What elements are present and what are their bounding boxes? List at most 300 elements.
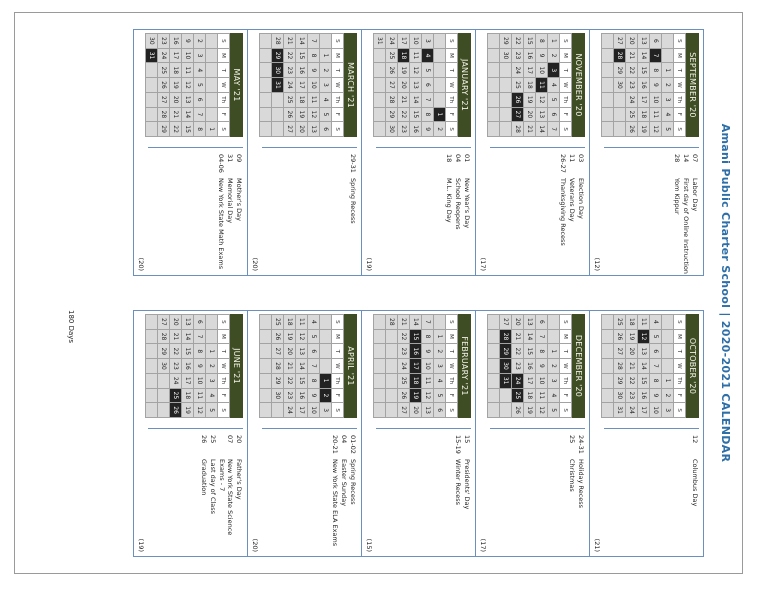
event-item	[568, 154, 576, 278]
event-item	[463, 435, 471, 559]
day-cell: 6	[536, 315, 548, 330]
weekday-label: T	[560, 344, 572, 359]
day-cell: 22	[284, 48, 296, 63]
day-cell	[434, 48, 446, 63]
day-cell: 28	[386, 315, 398, 330]
school-day-count: (20)	[137, 257, 145, 271]
day-cell	[662, 359, 674, 374]
day-cell: 22	[626, 373, 638, 388]
day-cell	[386, 359, 398, 374]
day-cell: 15	[296, 48, 308, 63]
event-text: Presidents' Day	[463, 459, 471, 510]
day-cell: 29	[272, 373, 284, 388]
day-cell: 16	[524, 48, 536, 63]
day-cell: 20	[398, 78, 410, 93]
school-day-count: (19)	[365, 257, 373, 271]
day-cell: 31	[374, 34, 386, 49]
day-cell: 10	[422, 359, 434, 374]
day-cell: 26	[284, 107, 296, 122]
weekday-label: Th	[218, 92, 230, 107]
day-cell: 7	[194, 107, 206, 122]
day-cell: 28	[500, 329, 512, 344]
weekday-label: F	[446, 107, 458, 122]
day-cell	[488, 403, 500, 418]
day-cell: 20	[512, 315, 524, 330]
day-cell: 19	[284, 329, 296, 344]
day-cell: 26	[386, 63, 398, 78]
day-cell: 19	[170, 78, 182, 93]
day-cell: 8	[650, 373, 662, 388]
month-calendar	[601, 33, 699, 137]
day-cell: 28	[272, 34, 284, 49]
event-date: 07	[226, 435, 234, 444]
day-cell: 11	[422, 373, 434, 388]
event-text: Yom Kippur	[673, 178, 681, 215]
day-cell: 29	[386, 107, 398, 122]
day-cell: 2	[434, 122, 446, 137]
day-cell: 28	[386, 92, 398, 107]
day-cell: 13	[536, 107, 548, 122]
day-cell: 27	[158, 315, 170, 330]
day-cell: 4	[650, 315, 662, 330]
school-day-count: (19)	[137, 538, 145, 552]
rotated-calendar-sheet	[15, 13, 742, 573]
day-cell	[374, 373, 386, 388]
day-cell	[500, 78, 512, 93]
day-cell: 26	[512, 92, 524, 107]
day-cell	[602, 107, 614, 122]
weekday-label: Th	[560, 373, 572, 388]
day-cell	[500, 92, 512, 107]
weekday-label: T	[560, 63, 572, 78]
day-cell	[602, 48, 614, 63]
day-cell: 12	[422, 388, 434, 403]
day-cell: 4	[206, 388, 218, 403]
day-cell: 5	[320, 107, 332, 122]
day-cell: 1	[320, 48, 332, 63]
day-cell: 1	[206, 122, 218, 137]
day-cell: 12	[638, 329, 650, 344]
day-cell	[386, 344, 398, 359]
day-cell: 12	[296, 329, 308, 344]
day-cell: 25	[626, 107, 638, 122]
day-cell	[386, 329, 398, 344]
day-cell: 5	[662, 122, 674, 137]
day-cell: 4	[194, 63, 206, 78]
day-cell	[374, 315, 386, 330]
day-cell: 31	[146, 48, 158, 63]
event-date: 20-21	[331, 435, 339, 454]
day-cell	[602, 78, 614, 93]
day-cell: 12	[650, 122, 662, 137]
day-cell: 13	[422, 403, 434, 418]
event-date: 07	[691, 154, 699, 163]
day-cell	[374, 78, 386, 93]
day-cell	[158, 388, 170, 403]
event-item	[577, 435, 585, 559]
day-cell	[602, 403, 614, 418]
event-list	[604, 147, 699, 278]
event-list	[148, 428, 243, 559]
school-day-count: (20)	[251, 538, 259, 552]
day-cell	[500, 122, 512, 137]
day-cell: 6	[434, 403, 446, 418]
day-cell: 9	[422, 122, 434, 137]
day-cell: 6	[548, 107, 560, 122]
day-cell: 2	[320, 63, 332, 78]
day-cell: 8	[536, 344, 548, 359]
day-cell: 11	[308, 92, 320, 107]
event-list	[376, 428, 471, 559]
event-item	[217, 154, 225, 278]
day-cell: 17	[170, 48, 182, 63]
day-cell	[374, 122, 386, 137]
month-header: OCTOBER '20	[686, 314, 699, 418]
day-cell	[146, 373, 158, 388]
day-cell: 28	[272, 359, 284, 374]
event-item	[226, 154, 234, 278]
weekday-label: W	[674, 359, 686, 374]
day-cell	[662, 315, 674, 330]
day-cell: 7	[422, 315, 434, 330]
weekday-label: T	[332, 63, 344, 78]
day-cell: 26	[272, 329, 284, 344]
day-cell: 10	[536, 63, 548, 78]
day-cell: 20	[626, 34, 638, 49]
day-cell: 25	[512, 388, 524, 403]
event-date: 26-27	[559, 154, 567, 173]
calendar-title: Amani Public Charter School | 2020-2021 CALENDAR	[719, 123, 732, 463]
day-cell	[272, 403, 284, 418]
weekday-label: Th	[332, 92, 344, 107]
day-cell	[260, 344, 272, 359]
weekday-label: S	[218, 122, 230, 137]
event-text: Spring Recess	[349, 178, 357, 224]
day-cell: 10	[308, 78, 320, 93]
day-cell: 17	[296, 403, 308, 418]
day-cell: 18	[524, 388, 536, 403]
day-cell: 24	[626, 403, 638, 418]
day-cell: 23	[626, 388, 638, 403]
weekday-label: S	[560, 34, 572, 49]
day-cell: 22	[170, 122, 182, 137]
weekday-label: S	[218, 34, 230, 49]
event-list	[604, 428, 699, 559]
day-cell: 13	[638, 34, 650, 49]
day-cell: 25	[272, 315, 284, 330]
day-cell	[320, 315, 332, 330]
day-cell: 23	[398, 344, 410, 359]
event-text: Winter Recess	[454, 459, 462, 506]
day-cell	[146, 388, 158, 403]
event-date: 11	[568, 154, 576, 163]
day-cell: 11	[194, 388, 206, 403]
day-cell: 3	[422, 34, 434, 49]
day-cell: 13	[296, 344, 308, 359]
weekday-label: T	[218, 63, 230, 78]
day-cell: 21	[284, 34, 296, 49]
month-block	[133, 310, 248, 557]
event-text: Christmas	[568, 459, 576, 492]
day-cell: 4	[662, 107, 674, 122]
month-block	[476, 29, 590, 276]
day-cell	[602, 92, 614, 107]
day-cell: 10	[650, 92, 662, 107]
event-item	[235, 154, 243, 278]
day-cell: 20	[626, 344, 638, 359]
day-grid	[145, 314, 230, 418]
weekday-label: T	[446, 344, 458, 359]
event-item	[568, 435, 576, 559]
day-cell: 14	[182, 329, 194, 344]
day-cell: 15	[524, 34, 536, 49]
event-date: 01	[463, 154, 471, 163]
day-cell: 14	[296, 359, 308, 374]
weekday-label: F	[218, 107, 230, 122]
day-cell: 7	[536, 329, 548, 344]
day-cell	[146, 92, 158, 107]
event-text: Labor Day	[691, 178, 699, 212]
month-block	[590, 310, 704, 557]
day-cell: 8	[194, 122, 206, 137]
day-cell: 21	[170, 107, 182, 122]
day-cell: 7	[650, 359, 662, 374]
day-cell: 9	[536, 359, 548, 374]
month-header: SEPTEMBER '20	[686, 33, 699, 137]
day-cell: 17	[182, 373, 194, 388]
day-cell	[146, 107, 158, 122]
weekday-label: M	[560, 48, 572, 63]
day-cell: 21	[170, 329, 182, 344]
month-header: MAY '21	[230, 33, 243, 137]
weekday-label: S	[446, 315, 458, 330]
day-cell	[488, 359, 500, 374]
weekday-label: Th	[218, 373, 230, 388]
day-cell: 13	[410, 78, 422, 93]
day-cell: 10	[410, 34, 422, 49]
month-block	[476, 310, 590, 557]
day-cell: 7	[308, 359, 320, 374]
day-cell: 17	[524, 373, 536, 388]
weekday-label: W	[218, 359, 230, 374]
weekday-label: S	[560, 403, 572, 418]
day-cell: 10	[308, 403, 320, 418]
event-date: 01-02	[349, 435, 357, 454]
month-block	[362, 310, 476, 557]
day-cell: 27	[614, 34, 626, 49]
day-cell: 13	[182, 92, 194, 107]
weekday-label: W	[446, 359, 458, 374]
day-cell	[488, 315, 500, 330]
month-calendar	[373, 33, 471, 137]
day-cell	[500, 63, 512, 78]
day-cell: 23	[512, 48, 524, 63]
month-header: JANUARY '21	[458, 33, 471, 137]
day-cell: 25	[398, 373, 410, 388]
day-cell: 21	[626, 48, 638, 63]
day-cell: 16	[638, 388, 650, 403]
day-cell: 10	[536, 373, 548, 388]
event-text: First day of Online Instruction	[682, 178, 690, 274]
day-cell: 2	[320, 388, 332, 403]
day-cell: 15	[410, 107, 422, 122]
day-cell	[374, 48, 386, 63]
day-cell: 14	[296, 34, 308, 49]
school-day-count: (21)	[593, 538, 601, 552]
event-text: Columbus Day	[691, 459, 699, 507]
day-cell: 3	[320, 403, 332, 418]
weekday-label: S	[218, 403, 230, 418]
weekday-label: F	[332, 107, 344, 122]
day-cell	[158, 403, 170, 418]
day-cell	[374, 107, 386, 122]
event-text: Veterans Day	[568, 178, 576, 222]
event-date: 31	[226, 154, 234, 163]
day-cell	[374, 63, 386, 78]
weekday-label: M	[674, 48, 686, 63]
day-cell	[206, 107, 218, 122]
day-cell: 15	[638, 63, 650, 78]
day-cell	[374, 92, 386, 107]
day-cell: 1	[548, 344, 560, 359]
event-text: New York State Math Exams	[217, 178, 225, 270]
day-cell: 17	[524, 63, 536, 78]
day-cell: 5	[548, 403, 560, 418]
day-cell: 22	[626, 63, 638, 78]
day-cell: 29	[158, 344, 170, 359]
day-cell: 24	[512, 373, 524, 388]
weekday-label: W	[674, 78, 686, 93]
weekday-label: S	[332, 122, 344, 137]
day-cell	[500, 403, 512, 418]
month-calendar	[601, 314, 699, 418]
day-cell	[662, 34, 674, 49]
day-cell: 19	[524, 92, 536, 107]
day-cell: 16	[296, 63, 308, 78]
left-column	[133, 29, 704, 276]
weekday-label: S	[446, 34, 458, 49]
event-text: New Year's Day	[463, 178, 471, 229]
day-cell: 14	[638, 359, 650, 374]
day-cell: 3	[194, 48, 206, 63]
day-cell: 7	[308, 34, 320, 49]
day-cell: 15	[296, 373, 308, 388]
day-cell: 11	[182, 63, 194, 78]
day-cell	[206, 78, 218, 93]
day-cell: 22	[170, 344, 182, 359]
event-list	[148, 147, 243, 278]
event-date: 24-31	[577, 435, 585, 454]
month-header: DECEMBER '20	[572, 314, 585, 418]
day-cell: 26	[626, 122, 638, 137]
day-cell: 16	[182, 359, 194, 374]
day-cell: 24	[398, 359, 410, 374]
day-cell: 30	[272, 388, 284, 403]
day-cell: 5	[308, 329, 320, 344]
day-cell: 24	[386, 34, 398, 49]
event-text: M.L. King Day	[445, 178, 453, 223]
day-cell: 28	[158, 329, 170, 344]
weekday-label: T	[674, 63, 686, 78]
weekday-label: Th	[332, 373, 344, 388]
day-cell: 22	[284, 373, 296, 388]
day-cell: 1	[662, 373, 674, 388]
day-cell: 6	[194, 92, 206, 107]
day-cell: 27	[500, 315, 512, 330]
day-cell	[662, 329, 674, 344]
day-grid	[487, 33, 572, 137]
day-cell: 24	[626, 92, 638, 107]
day-cell: 31	[500, 373, 512, 388]
day-cell	[146, 63, 158, 78]
day-cell	[602, 34, 614, 49]
day-cell: 16	[170, 34, 182, 49]
day-cell	[488, 344, 500, 359]
day-cell: 14	[410, 92, 422, 107]
day-cell	[206, 48, 218, 63]
day-cell: 11	[638, 315, 650, 330]
day-cell: 15	[182, 122, 194, 137]
day-cell	[374, 403, 386, 418]
weekday-label: F	[218, 388, 230, 403]
day-cell	[374, 388, 386, 403]
day-cell: 3	[206, 373, 218, 388]
day-cell: 7	[194, 329, 206, 344]
weekday-label: S	[560, 122, 572, 137]
event-item	[340, 435, 348, 559]
day-cell: 21	[512, 329, 524, 344]
day-cell	[260, 107, 272, 122]
day-cell: 4	[422, 48, 434, 63]
day-cell: 18	[524, 78, 536, 93]
day-cell: 9	[650, 388, 662, 403]
day-cell: 26	[614, 329, 626, 344]
month-block	[590, 29, 704, 276]
event-item	[200, 435, 208, 559]
weekday-label: S	[674, 403, 686, 418]
day-cell: 8	[308, 48, 320, 63]
event-item	[235, 435, 243, 559]
day-cell: 5	[194, 78, 206, 93]
day-cell: 6	[650, 344, 662, 359]
event-text: Mother's Day	[235, 178, 243, 221]
day-cell: 8	[308, 373, 320, 388]
event-text: Graduation	[200, 459, 208, 496]
day-cell: 6	[650, 34, 662, 49]
day-cell: 30	[386, 122, 398, 137]
weekday-label: T	[674, 344, 686, 359]
month-block	[248, 310, 362, 557]
day-cell	[374, 359, 386, 374]
day-cell: 17	[638, 92, 650, 107]
day-cell: 12	[536, 403, 548, 418]
day-cell: 8	[194, 344, 206, 359]
day-cell	[272, 92, 284, 107]
day-cell: 9	[308, 63, 320, 78]
day-cell: 27	[614, 344, 626, 359]
event-date: 25	[209, 435, 217, 444]
day-cell: 18	[398, 48, 410, 63]
weekday-label: W	[332, 78, 344, 93]
day-cell: 19	[182, 403, 194, 418]
event-date: 18	[445, 154, 453, 163]
day-cell: 8	[650, 63, 662, 78]
weekday-label: S	[674, 34, 686, 49]
day-cell: 14	[524, 329, 536, 344]
day-cell: 21	[398, 315, 410, 330]
day-cell	[146, 78, 158, 93]
weekday-label: F	[332, 388, 344, 403]
